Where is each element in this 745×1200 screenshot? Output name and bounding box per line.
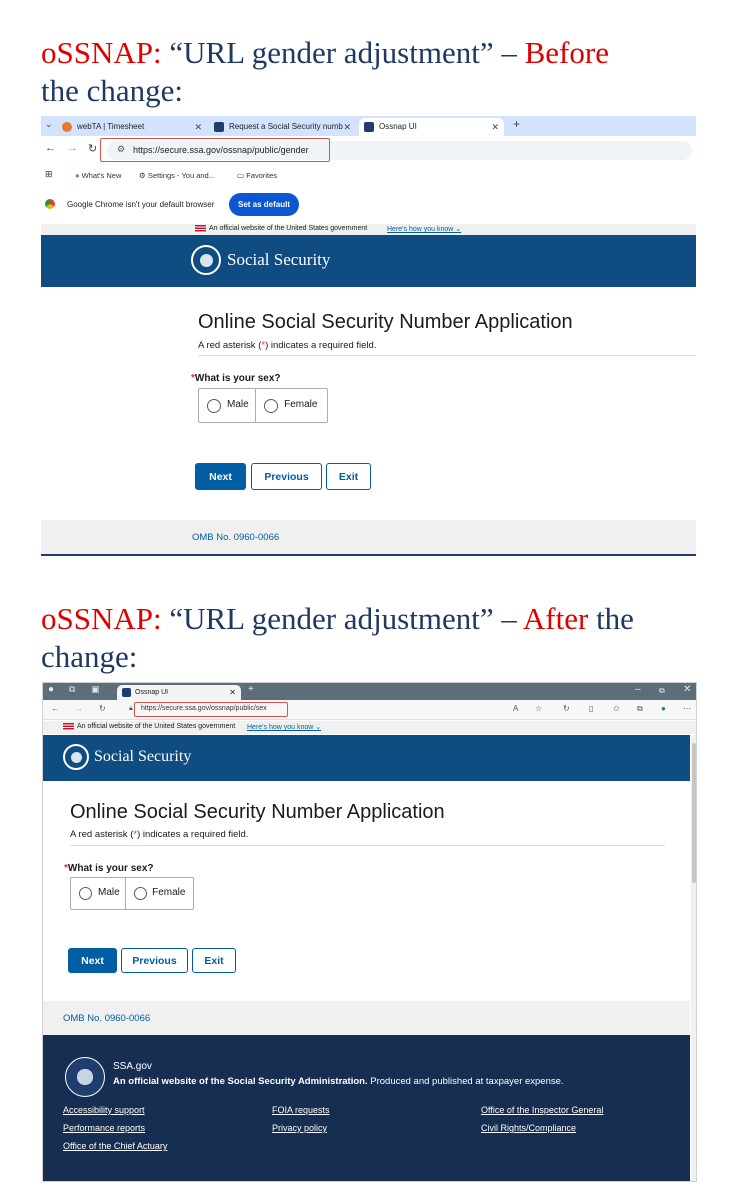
forward-icon[interactable]: → (75, 704, 83, 713)
infobar-message: Google Chrome isn't your default browser (67, 200, 215, 209)
tab-ossnap[interactable] (359, 118, 504, 136)
after-heading (41, 600, 731, 676)
restore-icon[interactable]: ⧉ (659, 686, 665, 695)
required-note-pre: A red asterisk ( (70, 829, 134, 840)
minimize-icon[interactable]: – (635, 684, 641, 695)
edge-tab-strip (43, 683, 697, 700)
ssa-seal-icon[interactable] (63, 744, 89, 770)
sex-radio-group (70, 877, 194, 910)
radio-female-label[interactable]: Female (284, 399, 318, 410)
footer-link-chief-actuary[interactable]: Office of the Chief Actuary (63, 1141, 168, 1151)
before-heading (41, 34, 731, 110)
back-icon[interactable]: ← (51, 704, 59, 713)
radio-female-circle[interactable] (264, 399, 278, 413)
bookmark-settings[interactable] (139, 171, 215, 180)
required-note (198, 340, 376, 351)
after-heading-prefix: oSSNAP: (41, 601, 162, 636)
close-tab-icon[interactable]: ✕ (491, 122, 499, 132)
omb-band (41, 520, 696, 556)
lock-icon[interactable]: 🔒︎ (129, 705, 133, 712)
radio-female[interactable] (126, 878, 193, 909)
footer-link-civil-rights[interactable]: Civil Rights/Compliance (481, 1123, 577, 1133)
radio-female[interactable] (256, 389, 327, 422)
site-info-icon[interactable]: ⚙ (117, 144, 126, 154)
radio-male-circle[interactable] (207, 399, 221, 413)
footer-link-inspector-general[interactable]: Office of the Inspector General (481, 1105, 604, 1115)
gear-icon: ⚙ (139, 171, 146, 180)
bookmark-whats-new-label: What's New (81, 171, 122, 180)
ssa-header (41, 235, 696, 287)
profile-icon[interactable]: ● (48, 684, 55, 695)
sex-radio-group (198, 388, 328, 423)
radio-male-circle[interactable] (79, 887, 92, 900)
refresh-extension-icon[interactable]: ↻ (563, 704, 570, 713)
previous-button[interactable]: Previous (251, 463, 322, 490)
tab-ossnap-label: Ossnap UI (379, 122, 417, 131)
reload-icon[interactable]: ↻ (99, 704, 106, 713)
tab-webta-label: webTA | Timesheet (77, 122, 145, 131)
title-divider (198, 355, 696, 356)
omb-number: OMB No. 0960-0066 (63, 1013, 151, 1024)
footer-official-bold: An official website of the Social Security Administration. (113, 1076, 368, 1087)
required-note (70, 829, 248, 840)
exit-button[interactable]: Exit (326, 463, 371, 490)
after-heading-highlight: After (522, 601, 589, 636)
gov-banner-link-label: Here's how you know (247, 724, 314, 731)
omb-number: OMB No. 0960-0066 (192, 532, 280, 543)
footer-link-performance[interactable]: Performance reports (63, 1123, 146, 1133)
tab-ossnap-label: Ossnap UI (135, 689, 169, 696)
footer-site-name: SSA.gov (113, 1061, 152, 1072)
required-note-pre: A red asterisk ( (198, 340, 262, 351)
before-heading-highlight: Before (524, 35, 609, 70)
bookmark-favorites-label: Favorites (246, 171, 278, 180)
footer-official-rest: Produced and published at taxpayer expense. (367, 1076, 564, 1087)
radio-male-label[interactable]: Male (98, 887, 120, 898)
favorite-star-icon[interactable]: ☆ (535, 704, 543, 713)
tab-ossnap[interactable] (117, 685, 241, 700)
url-highlight-box (100, 138, 330, 162)
required-note-asterisk: * (261, 340, 266, 351)
tab-webta[interactable] (57, 118, 207, 136)
exit-button[interactable]: Exit (192, 948, 236, 973)
sex-question-text: What is your sex? (194, 373, 281, 384)
ssa-favicon-icon (214, 122, 224, 132)
ssa-favicon-icon (364, 122, 374, 132)
question-asterisk: * (64, 863, 68, 874)
footer-official-statement (113, 1076, 564, 1087)
before-heading-quote: “URL gender adjustment” – (169, 35, 517, 70)
bookmarks-bar (41, 166, 696, 186)
webta-favicon-icon (62, 122, 72, 132)
gov-banner (43, 721, 697, 734)
chrome-tab-strip (41, 116, 696, 136)
back-icon[interactable]: ← (45, 142, 56, 154)
radio-male[interactable] (199, 389, 256, 422)
us-flag-icon (195, 225, 206, 233)
folder-icon: ▭ (237, 171, 245, 180)
ssa-brand[interactable]: Social Security (94, 748, 192, 765)
bookmark-settings-label: Settings - You and... (147, 171, 215, 180)
ssa-brand[interactable]: Social Security (227, 250, 331, 269)
title-divider (70, 845, 665, 846)
bookmark-favorites[interactable] (237, 171, 277, 180)
read-aloud-icon[interactable]: A (513, 704, 519, 713)
before-heading-rest: the change: (41, 73, 184, 108)
chrome-logo-icon (45, 199, 55, 209)
gov-banner-text: An official website of the United States government (77, 723, 236, 730)
url-highlight-box (134, 702, 288, 717)
radio-male-label[interactable]: Male (227, 399, 249, 410)
radio-female-circle[interactable] (134, 887, 147, 900)
gov-banner-text: An official website of the United States government (209, 225, 368, 232)
close-tab-icon[interactable]: ✕ (343, 122, 351, 132)
ssa-seal-icon[interactable] (191, 245, 221, 275)
bookmark-whats-new[interactable] (75, 171, 121, 180)
footer-link-foia[interactable]: FOIA requests (272, 1105, 330, 1115)
google-icon: ● (75, 171, 80, 180)
required-note-post: ) indicates a required field. (265, 340, 377, 351)
window-close-icon[interactable]: ✕ (683, 684, 692, 695)
after-heading-quote: “URL gender adjustment” – (169, 601, 517, 636)
us-flag-icon (63, 723, 74, 731)
tab-request-ssn[interactable] (209, 118, 356, 136)
collections-icon[interactable]: ⧉ (637, 704, 643, 713)
more-menu-icon[interactable]: ⋯ (683, 704, 691, 713)
page-title: Online Social Security Number Application (70, 801, 445, 823)
set-as-default-button[interactable]: Set as default (229, 193, 299, 216)
ssa-favicon-icon (122, 688, 131, 697)
default-browser-infobar (41, 190, 696, 220)
gov-banner-link-label: Here's how you know (387, 226, 454, 233)
tab-request-ssn-label: Request a Social Security numb (229, 122, 343, 131)
radio-female-label[interactable]: Female (152, 887, 186, 898)
after-screenshot (42, 682, 697, 1182)
ssa-seal-footer-icon (65, 1057, 105, 1097)
sex-question-text: What is your sex? (67, 863, 154, 874)
extension-icon[interactable]: ● (661, 704, 666, 713)
before-screenshot (41, 116, 696, 558)
question-asterisk: * (191, 373, 195, 384)
footer-link-privacy[interactable]: Privacy policy (272, 1123, 328, 1133)
apps-grid-icon[interactable]: ⊞ (45, 169, 53, 179)
required-note-post: ) indicates a required field. (137, 829, 249, 840)
footer-link-accessibility[interactable]: Accessibility support (63, 1105, 145, 1115)
forward-icon[interactable]: → (67, 142, 78, 154)
next-button[interactable]: Next (68, 948, 117, 973)
page-title: Online Social Security Number Application (198, 311, 573, 333)
after-heading-rest: the change: (41, 601, 634, 674)
required-note-asterisk: * (133, 829, 138, 840)
reload-icon[interactable]: ↻ (88, 143, 98, 155)
gov-banner (41, 224, 696, 235)
ssa-header (43, 735, 690, 781)
tab-actions-icon[interactable]: ▣ (91, 684, 100, 694)
favorites-icon[interactable]: ✩ (613, 704, 620, 713)
sex-question-label (191, 373, 280, 384)
split-screen-icon[interactable]: ▯ (589, 704, 594, 713)
address-bar-url[interactable]: https://secure.ssa.gov/ossnap/public/gender (133, 145, 309, 155)
gov-banner-link[interactable]: Here's how you know ⌄ (247, 724, 322, 731)
tab-list-chevron-icon[interactable]: ⌄ (45, 119, 53, 129)
next-button[interactable]: Next (195, 463, 246, 490)
sex-question-label (64, 863, 153, 874)
scrollbar-thumb[interactable] (692, 743, 696, 883)
gov-banner-link[interactable]: Here's how you know ⌄ (387, 226, 462, 233)
radio-male[interactable] (71, 878, 126, 909)
previous-button[interactable]: Previous (121, 948, 188, 973)
workspaces-icon[interactable]: ⧉ (69, 684, 76, 694)
new-tab-button[interactable]: + (513, 117, 521, 131)
address-bar-url[interactable]: https://secure.ssa.gov/ossnap/public/sex (141, 705, 267, 712)
before-heading-prefix: oSSNAP: (41, 35, 162, 70)
close-tab-icon[interactable]: ✕ (229, 688, 236, 697)
close-tab-icon[interactable]: ✕ (194, 122, 202, 132)
new-tab-button[interactable]: + (248, 684, 254, 695)
